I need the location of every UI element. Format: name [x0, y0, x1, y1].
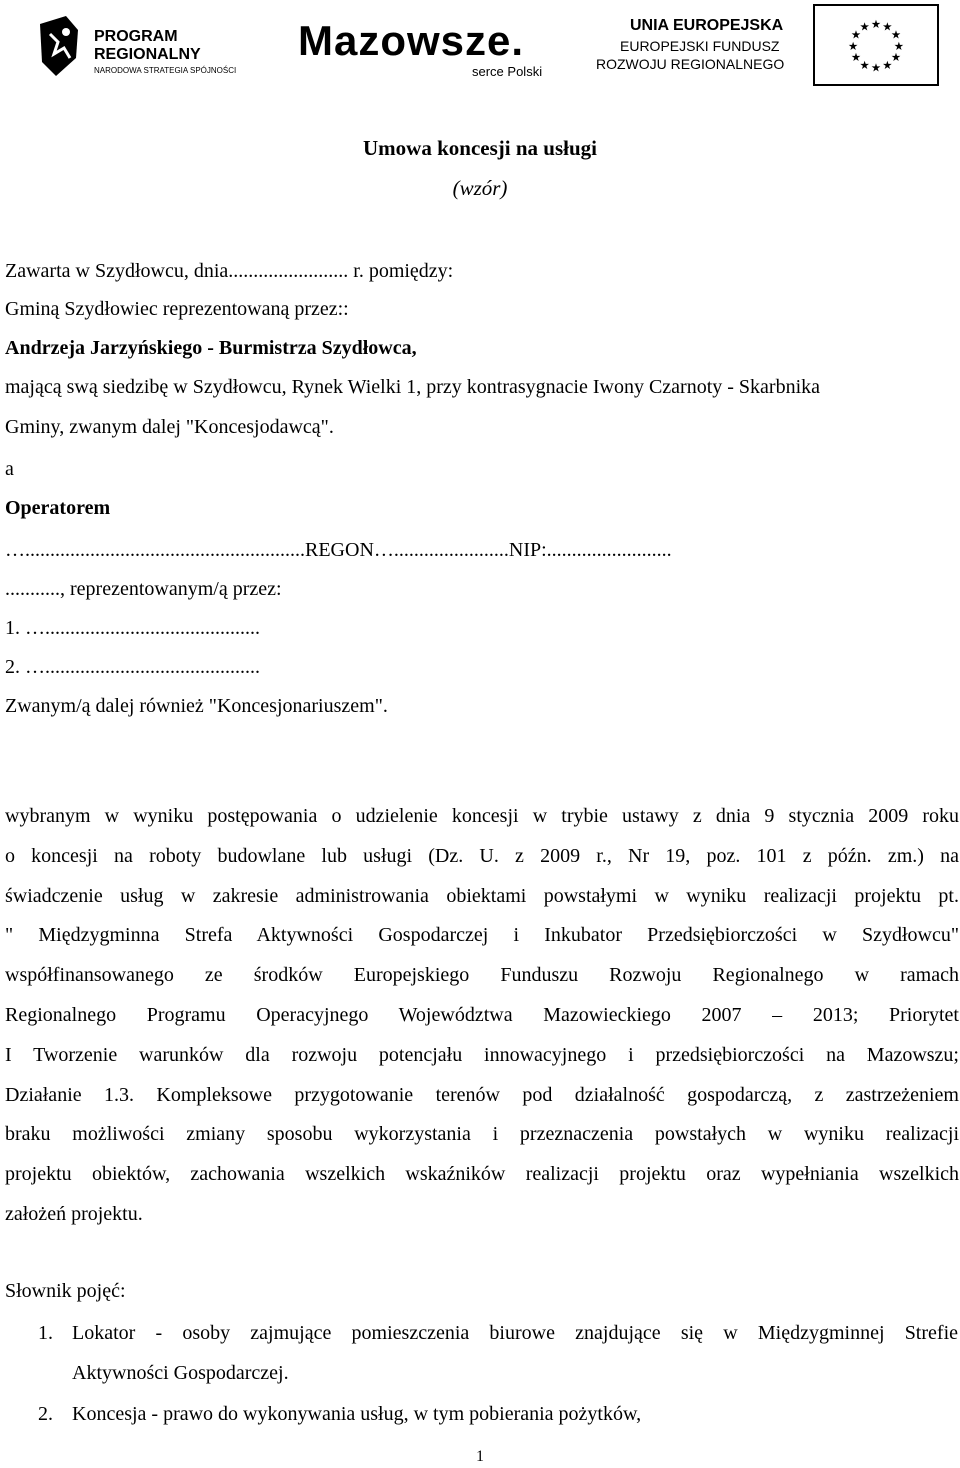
representative-2-line: 2. …...........................................	[5, 656, 260, 678]
mazowsze-logo	[298, 16, 564, 82]
glossary-item-line: Aktywności Gospodarczej.	[72, 1362, 289, 1384]
svg-text:★: ★	[850, 50, 862, 65]
paragraph-line: współfinansowanego ze środków Europejskiego Funduszu Rozwoju Regionalnego w ramach	[5, 964, 959, 987]
svg-text:★: ★	[890, 50, 902, 65]
operator-heading: Operatorem	[5, 497, 111, 519]
svg-text:★: ★	[859, 57, 870, 72]
mazowsze-wordmark: Mazowsze.	[298, 17, 525, 64]
svg-text:★: ★	[882, 19, 893, 34]
seat-line: mającą swą siedzibę w Szydłowcu, Rynek Wielki 1, przy kontrasygnacie Iwony Czarnoty - Skarbnika	[5, 376, 821, 398]
program-logo-line3: NARODOWA STRATEGIA SPÓJNOŚCI	[94, 66, 237, 75]
concessionaire-line: Zwanym/ą dalej również "Koncesjonariuszem".	[5, 695, 388, 717]
eu-logo-line3: ROZWOJU REGIONALNEGO	[596, 56, 785, 72]
representative-line: Andrzeja Jarzyńskiego - Burmistrza Szydłowca,	[5, 337, 417, 359]
paragraph-line: braku możliwości zmiany sposobu wykorzystania i przeznaczenia powstałych w wyniku realizacji	[5, 1123, 959, 1146]
contract-date-line: Zawarta w Szydłowcu, dnia........................ r. pomiędzy:	[5, 260, 454, 282]
paragraph-line: Regionalnego Programu Operacyjnego Województwa Mazowieckiego 2007 – 2013; Priorytet	[5, 1003, 959, 1026]
regon-nip-line: …........................................................REGON….......................NIP:.........................	[5, 539, 672, 561]
svg-text:★: ★	[859, 19, 870, 34]
paragraph-line: " Międzygminna Strefa Aktywności Gospodarczej i Inkubator Przedsiębiorczości w Szydłowcu"	[5, 924, 959, 947]
program-logo-line2: REGIONALNY	[94, 46, 201, 63]
paragraph-line: wybranym w wyniku postępowania o udzielenie koncesji w trybie ustawy z dnia 9 stycznia 2009 roku	[5, 805, 959, 827]
svg-text:★: ★	[890, 27, 902, 42]
svg-text:★: ★	[870, 16, 882, 31]
paragraph-line: Działanie 1.3. Kompleksowe przygotowanie terenów pod działalność gospodarczą, z zastrzeżeniem	[5, 1083, 959, 1106]
svg-text:★: ★	[882, 57, 893, 72]
program-regionalny-mark-icon	[36, 14, 82, 78]
svg-text:★: ★	[893, 38, 904, 53]
eu-logo-line1: UNIA EUROPEJSKA	[630, 17, 784, 34]
eu-logo-line2: EUROPEJSKI FUNDUSZ	[620, 38, 780, 54]
paragraph-line: założeń projektu.	[5, 1202, 143, 1225]
paragraph-line: o koncesji na roboty budowlane lub usługi (Dz. U. z 2009 r., Nr 19, poz. 101 z późn. zm.) na	[5, 844, 959, 867]
page-header	[0, 0, 960, 100]
glossary-item-text	[72, 1313, 958, 1393]
eu-fund-logo	[596, 16, 806, 78]
glossary-item-number: 2.	[38, 1403, 53, 1425]
representative-1-line: 1. …...........................................	[5, 617, 260, 639]
svg-text:★: ★	[870, 60, 882, 75]
party-line: Gminą Szydłowiec reprezentowaną przez::	[5, 298, 349, 320]
document-title: Umowa koncesji na usługi	[363, 136, 597, 160]
program-regionalny-logo	[36, 14, 266, 84]
paragraph-line: projektu obiektów, zachowania wszelkich wskaźników realizacji projektu oraz wypełniania wszelkich	[5, 1163, 959, 1186]
conjunction-line: a	[5, 458, 14, 480]
operator-representatives-line: ..........., reprezentowanym/ą przez:	[5, 578, 282, 600]
glossary-item-line: Lokator - osoby zajmujące pomieszczenia biurowe znajdujące się w Międzygminnej Strefie	[72, 1322, 958, 1344]
mazowsze-tagline: serce Polski	[472, 64, 543, 79]
svg-text:★: ★	[848, 38, 859, 53]
glossary-heading: Słownik pojęć:	[5, 1280, 126, 1302]
glossary-item-line: Koncesja - prawo do wykonywania usług, w tym pobierania pożytków,	[72, 1403, 642, 1425]
grantor-line: Gminy, zwanym dalej "Koncesjodawcą".	[5, 416, 334, 438]
glossary-item-number: 1.	[38, 1322, 53, 1344]
paragraph-line: I Tworzenie warunków dla rozwoju potencjału innowacyjnego i przedsiębiorczości na Mazowszu;	[5, 1043, 959, 1066]
eu-flag-icon	[813, 4, 939, 86]
svg-text:★: ★	[850, 27, 862, 42]
glossary-item-text	[72, 1394, 958, 1434]
paragraph-line: świadczenie usług w zakresie administrowania obiektami powstałymi w wyniku realizacji projektu pt.	[5, 884, 959, 907]
document-subtitle: (wzór)	[452, 176, 508, 200]
main-paragraph	[5, 797, 959, 1235]
page-number: 1	[476, 1448, 484, 1465]
program-logo-line1: PROGRAM	[94, 28, 178, 45]
